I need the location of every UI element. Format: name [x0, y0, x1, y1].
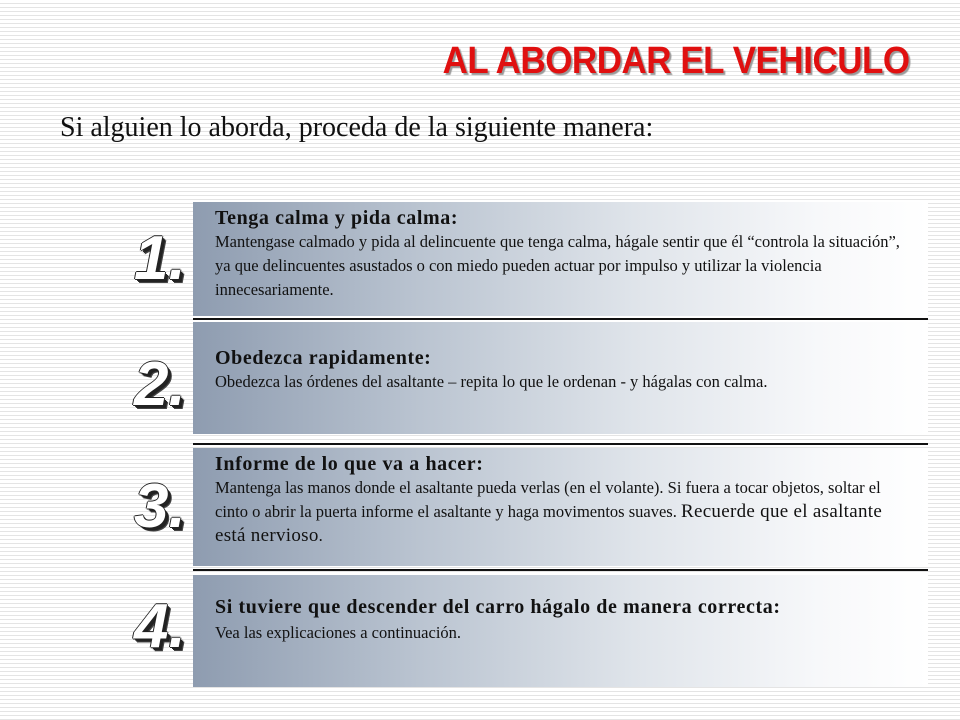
step-body-3-end: .: [318, 526, 323, 545]
step-number-3: 3.: [134, 472, 186, 541]
step-body-3-text: Mantenga las manos donde el asaltante pueda verlas (en el volante). Si fuera a tocar objetos, soltar el cinto o abrir la puerta informe el asaltante y haga movimentos suaves.: [215, 478, 881, 521]
step-box-4: [193, 575, 928, 687]
step-number-2: 2.: [134, 350, 186, 419]
step-heading-1: Tenga calma y pida calma:: [215, 207, 459, 229]
step-box-2: [193, 322, 928, 434]
step-body-4: Vea las explicaciones a continuación.: [215, 623, 462, 642]
step-heading-2: Obedezca rapidamente:: [215, 347, 432, 369]
divider: [193, 443, 928, 445]
step-number-1: 1.: [134, 224, 186, 293]
step-heading-4: Si tuviere que descender del carro hágalo de manera correcta:: [215, 596, 781, 618]
step-box-1: [193, 202, 928, 316]
step-body-1: Mantengase calmado y pida al delincuente que tenga calma, hágale sentir que él “controla la situación”, ya que delincuentes asustados o con miedo pueden actuar por impulso y utilizar la violencia innecesariamente.: [215, 232, 900, 299]
divider: [193, 318, 928, 320]
step-box-3: [193, 448, 928, 566]
slide-title: AL ABORDAR EL VEHICULO: [442, 40, 910, 82]
step-heading-3: Informe de lo que va a hacer:: [215, 453, 484, 475]
divider: [193, 569, 928, 571]
step-body-2: Obedezca las órdenes del asaltante – repita lo que le ordenan - y hágalas con calma.: [215, 372, 768, 391]
slide-subtitle: Si alguien lo aborda, proceda de la siguiente manera:: [60, 112, 654, 143]
step-number-4: 4.: [134, 592, 186, 661]
step-body-3: [215, 476, 914, 548]
step-body-3-emphasis: Recuerde que el asaltante está nervioso: [215, 501, 883, 546]
